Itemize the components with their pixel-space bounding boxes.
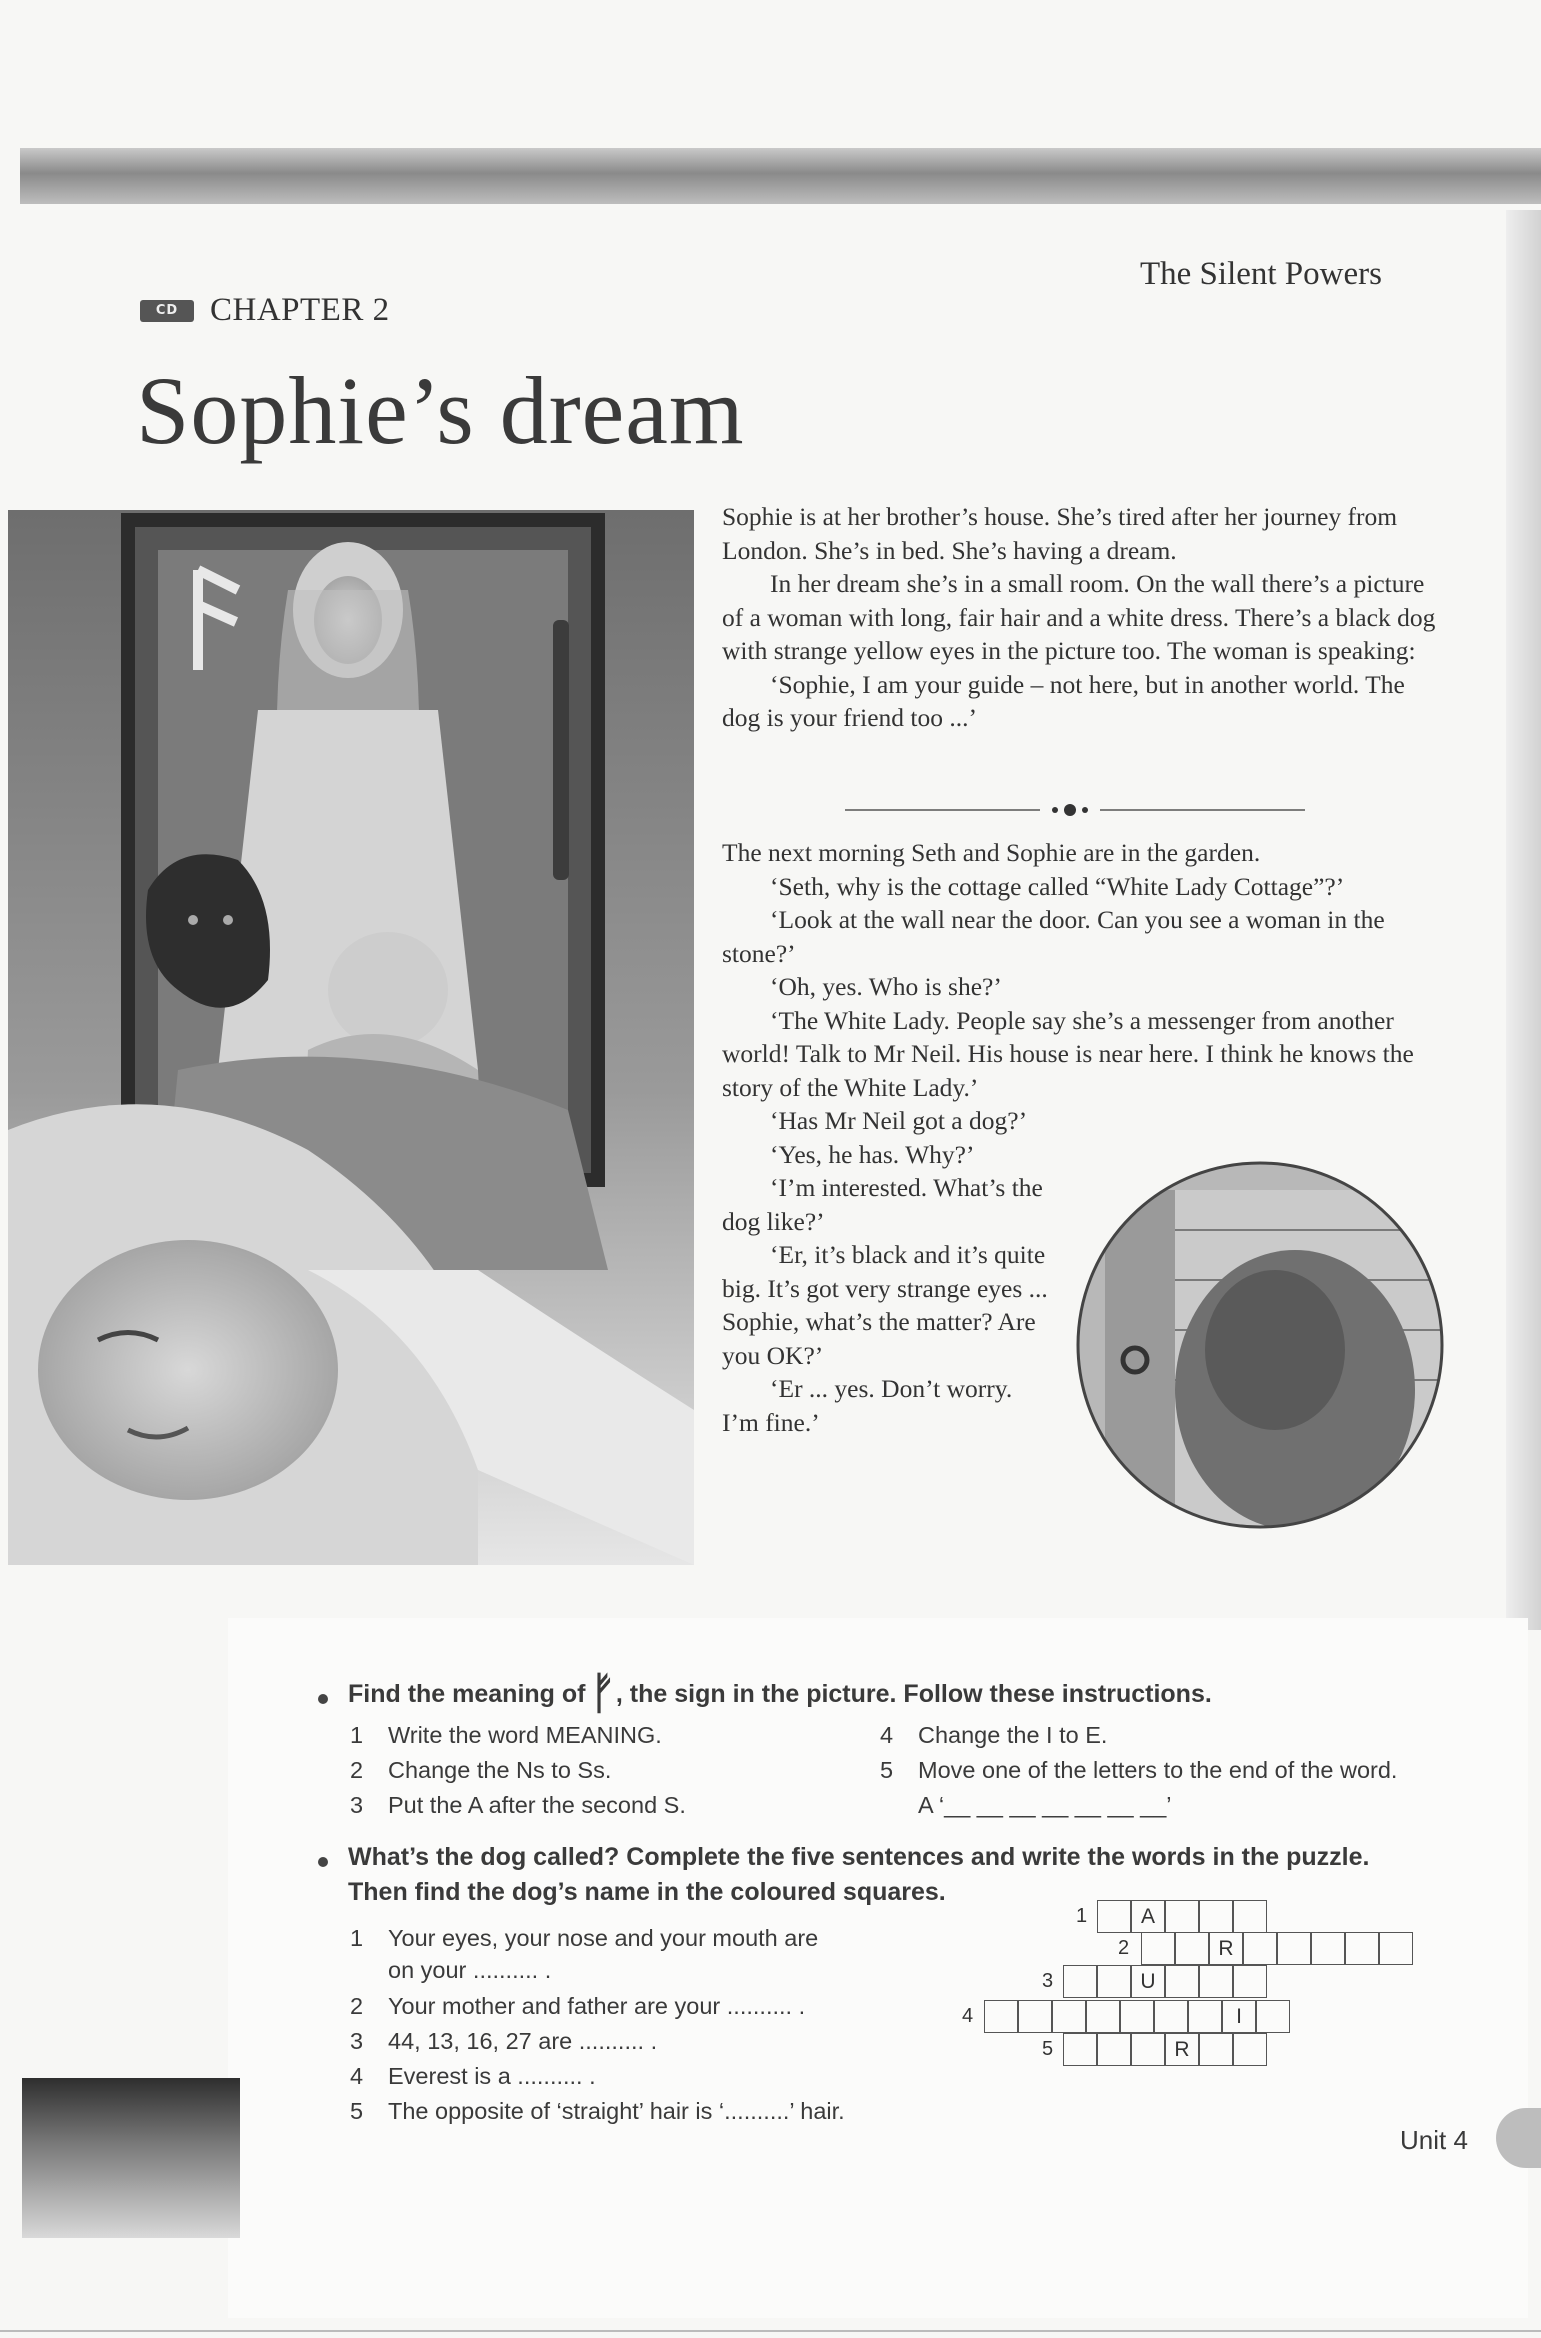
book-title: The Silent Powers [1140, 256, 1382, 292]
bullet-icon [318, 1694, 328, 1704]
bullet-icon [318, 1857, 328, 1867]
item-text: Change the Ns to Ss. [388, 1757, 612, 1783]
crossword-cell[interactable] [1120, 2000, 1154, 2033]
item-text: Change the I to E. [918, 1722, 1108, 1748]
crossword-row-label: 3 [1042, 1970, 1054, 1992]
item-text: Your mother and father are your .......... . [388, 1993, 806, 2019]
story-paragraph: ‘Yes, he has. Why?’ [770, 1139, 975, 1169]
crossword-cell[interactable]: I [1222, 2000, 1256, 2033]
cd-audio-icon: CD [140, 300, 194, 322]
crossword-cell[interactable]: U [1131, 1965, 1165, 1998]
crossword-cell[interactable] [1097, 2033, 1131, 2066]
exercise-2-heading-line-2: Then find the dog’s name in the coloured squares. [348, 1878, 946, 1906]
cottage-wall-illustration [1075, 1160, 1445, 1530]
exercise-1-item [350, 1722, 662, 1749]
crossword-cell[interactable] [1277, 1932, 1311, 1965]
crossword-cell[interactable] [1379, 1932, 1413, 1965]
rune-sign-icon: ᚠ [589, 1668, 616, 1719]
chapter-label: CHAPTER 2 [210, 292, 390, 328]
crossword-cell[interactable] [1233, 1965, 1267, 1998]
story-paragraph: ‘Er ... yes. Don’t worry. I’m fine.’ [722, 1374, 1013, 1437]
crossword-cell[interactable] [1018, 2000, 1052, 2033]
item-text: The opposite of ‘straight’ hair is ‘..........’ hair. [388, 2098, 845, 2124]
item-text: Everest is a .......... . [388, 2063, 596, 2089]
crossword-cell[interactable] [1199, 2033, 1233, 2066]
story-paragraph: In her dream she’s in a small room. On the wall there’s a picture of a woman with long, fair hair and a white dress. There’s a black dog with strange yellow eyes in the picture too. The woman is speaking: [722, 569, 1436, 665]
crossword-cell[interactable] [1063, 1965, 1097, 1998]
crossword-cell[interactable] [1175, 1932, 1209, 1965]
item-text: Your eyes, your nose and your mouth are [388, 1925, 819, 1951]
item-text: Write the word MEANING. [388, 1722, 662, 1748]
exercise-1-heading-text-2: , the sign in the picture. Follow these instructions. [615, 1680, 1212, 1708]
exercise-2-heading: What’s the dog called? Complete the five sentences and write the words in the puzzle. [348, 1843, 1370, 1871]
crossword-cell[interactable] [1256, 2000, 1290, 2033]
crossword-cell[interactable] [1199, 1965, 1233, 1998]
story-paragraph: ‘Sophie, I am your guide – not here, but in another world. The dog is your friend too ...’ [722, 669, 1405, 732]
exercise-1-heading-text: Find the meaning of [348, 1680, 586, 1708]
crossword-row-label: 1 [1076, 1905, 1088, 1927]
crossword-cell[interactable] [1233, 1900, 1267, 1933]
page-top-shadow-band [20, 148, 1541, 204]
story-paragraph: Sophie is at her brother’s house. She’s tired after her journey from London. She’s in bed. She’s having a dream. [722, 502, 1398, 565]
item-text: Move one of the letters to the end of the word. [918, 1757, 1398, 1783]
page-bottom-line [0, 2330, 1541, 2332]
exercise-1-heading [348, 1668, 1212, 1719]
item-number: 3 [350, 2028, 364, 2054]
crossword-cell[interactable] [1097, 1965, 1131, 1998]
section-divider-icon [845, 800, 1305, 820]
exercise-1-item [350, 1757, 611, 1784]
crossword-cell[interactable] [1311, 1932, 1345, 1965]
exercise-1-item [880, 1757, 1397, 1784]
crossword-cell[interactable] [1233, 2033, 1267, 2066]
crossword-cell[interactable] [984, 2000, 1018, 2033]
item-number: 1 [350, 1722, 364, 1748]
story-paragraph: ‘Seth, why is the cottage called “White Lady Cottage”?’ [770, 871, 1345, 901]
story-paragraph: ‘Look at the wall near the door. Can you see a woman in the stone?’ [722, 905, 1385, 968]
page-left-shadow [22, 2078, 240, 2238]
item-number: 2 [350, 1757, 364, 1783]
exercise-2-item[interactable] [350, 2028, 657, 2055]
exercise-1-item [880, 1722, 1107, 1749]
item-text: Put the A after the second S. [388, 1792, 686, 1818]
crossword-cell[interactable] [1165, 1965, 1199, 1998]
item-number: 1 [350, 1925, 364, 1951]
unit-label: Unit 4 [1400, 2125, 1468, 2155]
crossword-row-label: 2 [1118, 1937, 1130, 1959]
story-paragraph: ‘I’m interested. What’s the dog like?’ [722, 1173, 1043, 1236]
story-part-1 [722, 500, 1447, 735]
exercise-2-item [350, 1925, 818, 1952]
exercise-1-item [350, 1792, 686, 1819]
crossword-cell[interactable] [1188, 2000, 1222, 2033]
crossword-cell[interactable] [1243, 1932, 1277, 1965]
crossword-cell[interactable] [1063, 2033, 1097, 2066]
story-paragraph: ‘Has Mr Neil got a dog?’ [770, 1106, 1028, 1135]
crossword-cell[interactable] [1141, 1932, 1175, 1965]
page-right-edge [1506, 210, 1541, 1630]
crossword-cell[interactable] [1097, 1900, 1131, 1933]
exercise-2-item[interactable] [350, 1993, 805, 2020]
exercise-1-answer[interactable]: A ‘__ __ __ __ __ __ __’ [918, 1792, 1172, 1818]
item-number: 5 [350, 2098, 364, 2124]
item-number: 4 [880, 1722, 894, 1748]
chapter-title: Sophie’s dream [136, 357, 745, 464]
exercise-2-item[interactable] [350, 1957, 551, 1984]
item-number: 3 [350, 1792, 364, 1818]
item-text: 44, 13, 16, 27 are .......... . [388, 2028, 658, 2054]
crossword-cell[interactable]: R [1165, 2033, 1199, 2066]
crossword-cell[interactable] [1154, 2000, 1188, 2033]
crossword-cell[interactable] [1131, 2033, 1165, 2066]
crossword-cell[interactable] [1086, 2000, 1120, 2033]
story-paragraph: ‘Oh, yes. Who is she?’ [770, 972, 1002, 1001]
crossword-row-label: 5 [1042, 2038, 1054, 2060]
crossword-cell[interactable]: R [1209, 1932, 1243, 1965]
crossword-cell[interactable] [1199, 1900, 1233, 1933]
item-number: 2 [350, 1993, 364, 2019]
exercise-2-item[interactable] [350, 2063, 596, 2090]
item-number: 5 [880, 1757, 894, 1783]
story-paragraph: ‘Er, it’s black and it’s quite big. It’s got very strange eyes ... Sophie, what’s the matter? Are you OK?’ [722, 1240, 1048, 1370]
item-text: on your .......... . [388, 1957, 552, 1983]
exercise-2-item[interactable] [350, 2098, 845, 2125]
story-paragraph: ‘The White Lady. People say she’s a messenger from another world! Talk to Mr Neil. His house is near here. I think he knows the story of the White Lady.’ [722, 1005, 1414, 1102]
crossword-cell[interactable]: A [1131, 1900, 1165, 1933]
crossword-row-label: 4 [962, 2005, 974, 2027]
story-paragraph: The next morning Seth and Sophie are in the garden. [722, 838, 1261, 867]
sophie-dream-illustration [8, 510, 694, 1565]
chapter-heading [140, 292, 390, 329]
crossword-cell[interactable] [1345, 1932, 1379, 1965]
crossword-cell[interactable] [1052, 2000, 1086, 2033]
crossword-cell[interactable] [1165, 1900, 1199, 1933]
item-number: 4 [350, 2063, 364, 2089]
